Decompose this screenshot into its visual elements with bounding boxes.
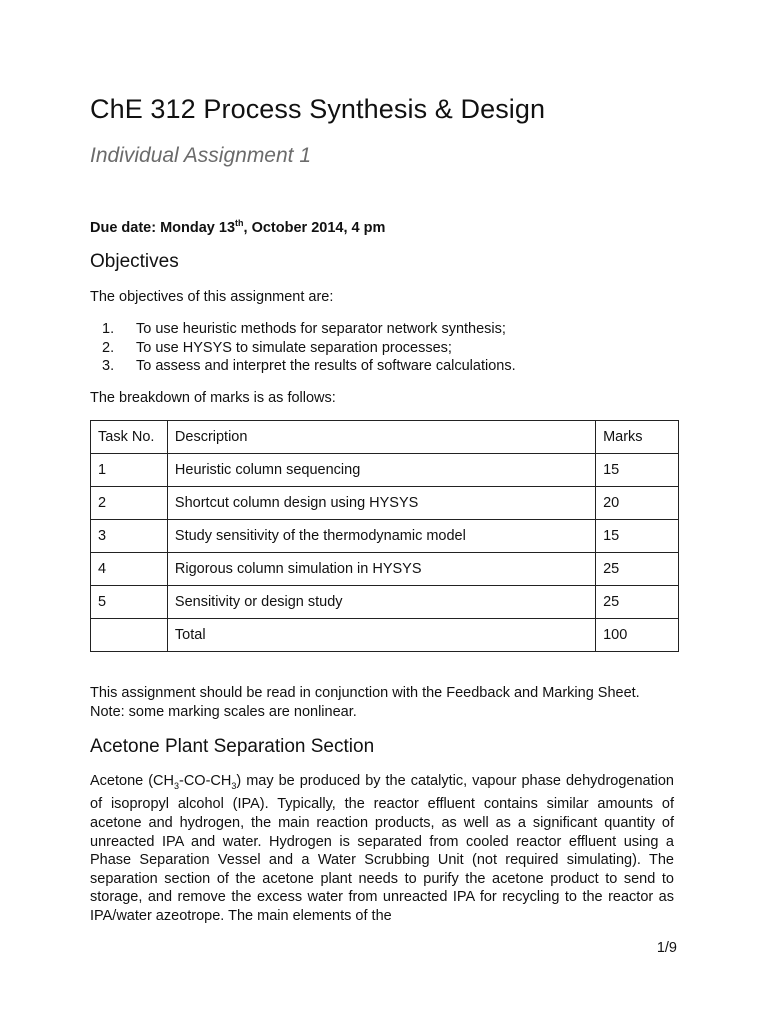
table-total-row bbox=[91, 619, 679, 652]
table-row bbox=[91, 487, 679, 520]
objectives-list bbox=[90, 320, 516, 376]
acetone-text-mid: -CO-CH bbox=[179, 773, 232, 789]
table-cell: 15 bbox=[596, 520, 679, 553]
table-cell: 5 bbox=[91, 586, 168, 619]
subscript: 3 bbox=[173, 780, 179, 791]
table-header-cell: Marks bbox=[596, 421, 679, 454]
table-cell: 3 bbox=[91, 520, 168, 553]
document-title: ChE 312 Process Synthesis & Design bbox=[90, 94, 546, 124]
table-cell: Rigorous column simulation in HYSYS bbox=[167, 553, 595, 586]
table-cell bbox=[91, 619, 168, 652]
table-row bbox=[91, 586, 679, 619]
table-cell: Heuristic column sequencing bbox=[167, 454, 595, 487]
list-item-number: 3. bbox=[102, 358, 115, 374]
document-subtitle: Individual Assignment 1 bbox=[90, 144, 312, 167]
acetone-paragraph bbox=[90, 772, 674, 926]
table-cell: 15 bbox=[596, 454, 679, 487]
reading-note bbox=[90, 684, 674, 722]
table-cell: Total bbox=[167, 619, 595, 652]
table-cell: 20 bbox=[596, 487, 679, 520]
list-item-number: 2. bbox=[102, 339, 115, 356]
table-row bbox=[91, 454, 679, 487]
reading-note-line: This assignment should be read in conjunction with the Feedback and Marking Sheet. bbox=[90, 685, 640, 701]
objectives-heading: Objectives bbox=[90, 251, 179, 272]
table-cell: 4 bbox=[91, 553, 168, 586]
acetone-heading: Acetone Plant Separation Section bbox=[90, 736, 375, 757]
list-item bbox=[90, 320, 516, 339]
table-cell: 1 bbox=[91, 454, 168, 487]
list-item-text: To use heuristic methods for separator network synthesis; bbox=[136, 321, 506, 337]
table-cell: 100 bbox=[596, 619, 679, 652]
list-item bbox=[90, 339, 516, 358]
table-cell: Sensitivity or design study bbox=[167, 586, 595, 619]
table-cell: 2 bbox=[91, 487, 168, 520]
list-item-text: To assess and interpret the results of software calculations. bbox=[136, 358, 516, 374]
acetone-text-body: ) may be produced by the catalytic, vapour phase dehydrogenation of isopropyl alcohol (IPA). Typically, the reactor effluent contains similar amounts of acetone and hydrogen, the main reaction products, as well as a significant quantity of unreacted IPA and water. Hydrogen is separated from cooled reactor effluent using a Phase Separation Vessel and a Water Scrubbing Unit (not required simulating). The separation section of the acetone plant needs to purify the acetone product to send to storage, and remove the excess water from unreacted IPA for recycling to the reactor as IPA/water azeotrope. The main elements of the bbox=[90, 773, 674, 925]
breakdown-intro: The breakdown of marks is as follows: bbox=[90, 390, 336, 406]
due-date-prefix: Due date: Monday 13 bbox=[90, 219, 236, 236]
due-date bbox=[90, 218, 385, 236]
list-item bbox=[90, 357, 516, 376]
marks-table bbox=[90, 420, 679, 652]
subscript: 3 bbox=[231, 780, 237, 791]
page-number: 1/9 bbox=[656, 940, 677, 956]
table-header-cell: Task No. bbox=[91, 421, 168, 454]
objectives-intro: The objectives of this assignment are: bbox=[90, 289, 334, 305]
list-item-text: To use HYSYS to simulate separation processes; bbox=[136, 339, 452, 356]
acetone-text-start: Acetone (CH bbox=[90, 773, 174, 789]
due-date-rest: , October 2014, 4 pm bbox=[243, 219, 386, 236]
table-cell: Shortcut column design using HYSYS bbox=[167, 487, 595, 520]
table-cell: 25 bbox=[596, 586, 679, 619]
table-cell: 25 bbox=[596, 553, 679, 586]
due-date-suffix: th bbox=[235, 218, 244, 228]
list-item-number: 1. bbox=[102, 321, 115, 337]
reading-note-line: Note: some marking scales are nonlinear. bbox=[90, 704, 357, 720]
table-row bbox=[91, 520, 679, 553]
table-row bbox=[91, 553, 679, 586]
table-header-cell: Description bbox=[167, 421, 595, 454]
table-header-row bbox=[91, 421, 679, 454]
table-cell: Study sensitivity of the thermodynamic model bbox=[167, 520, 595, 553]
